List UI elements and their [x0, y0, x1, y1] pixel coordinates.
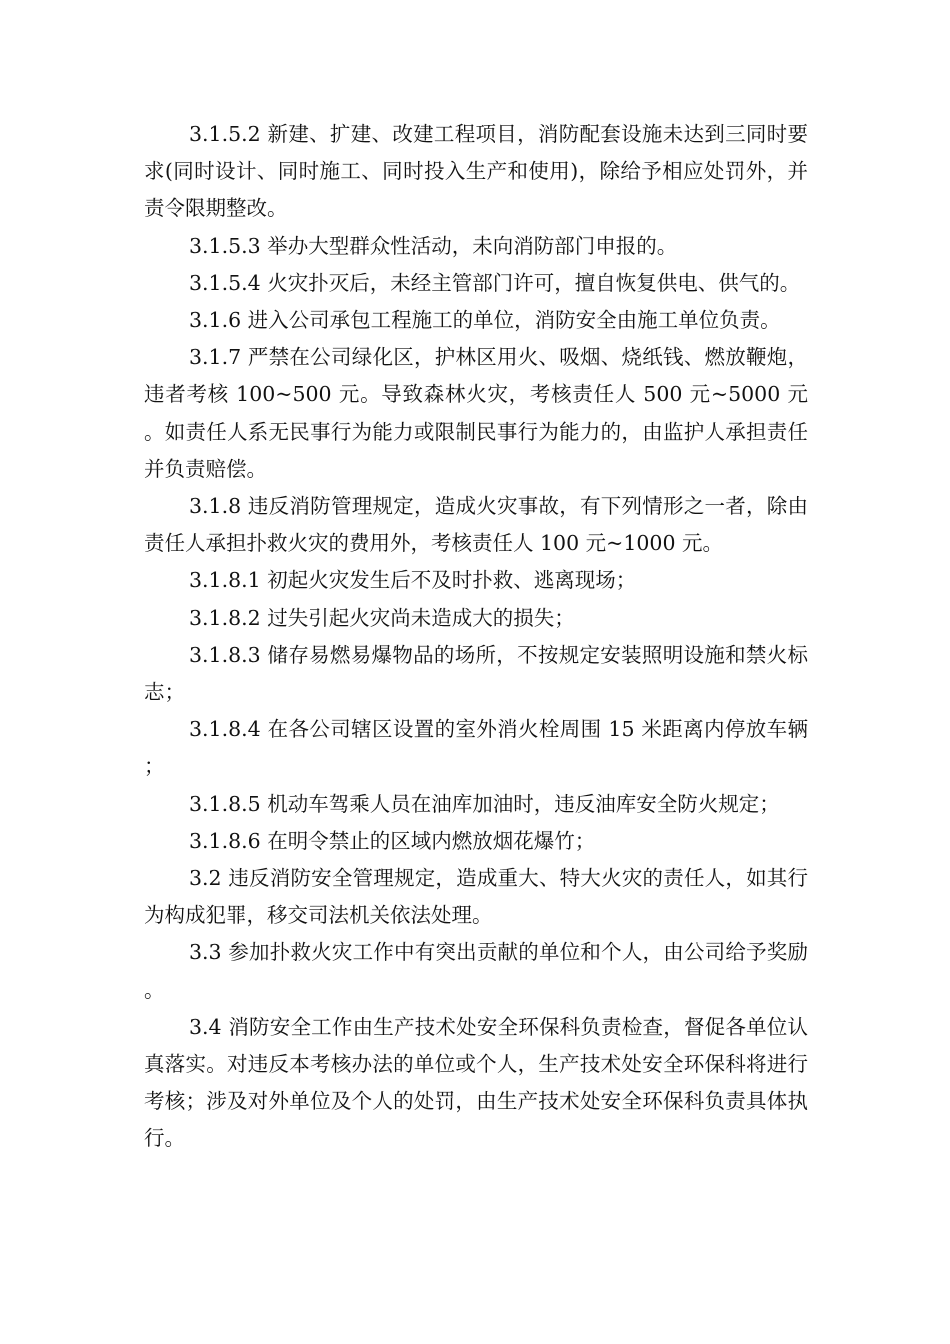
clause-3-1-5-2: 3.1.5.2 新建、扩建、改建工程项目，消防配套设施未达到三同时要求(同时设计、同时施工、同时投入生产和使用)，除给予相应处罚外，并责令限期整改。 [144, 122, 808, 221]
clause-3-1-5-3: 3.1.5.3 举办大型群众性活动，未向消防部门申报的。 [189, 233, 678, 258]
clause-3-1-8-2: 3.1.8.2 过失引起火灾尚未造成大的损失； [189, 605, 575, 630]
clause-3-1-8-5: 3.1.8.5 机动车驾乘人员在油库加油时，违反油库安全防火规定； [189, 791, 780, 816]
clause-3-1-7: 3.1.7 严禁在公司绿化区，护林区用火、吸烟、烧纸钱、燃放鞭炮，违者考核 100~500 元。导致森林火灾，考核责任人 500 元~5000 元。如责任人系无民事行为能力或限制民事行为能力的，由监护人承担责任并负责赔偿。 [144, 345, 808, 481]
clause-3-2: 3.2 违反消防安全管理规定，造成重大、特大火灾的责任人，如其行为构成犯罪，移交司法机关依法处理。 [144, 866, 808, 928]
clause-3-3: 3.3 参加扑救火灾工作中有突出贡献的单位和个人，由公司给予奖励。 [144, 940, 808, 1002]
clause-3-1-8: 3.1.8 违反消防管理规定，造成火灾事故，有下列情形之一者，除由责任人承担扑救火灾的费用外，考核责任人 100 元~1000 元。 [144, 494, 808, 556]
clause-3-1-8-6: 3.1.8.6 在明令禁止的区域内燃放烟花爆竹； [189, 828, 596, 853]
document-page [144, 116, 808, 1158]
clause-3-1-8-1: 3.1.8.1 初起火灾发生后不及时扑救、逃离现场； [189, 568, 637, 593]
clause-3-4: 3.4 消防安全工作由生产技术处安全环保科负责检查，督促各单位认真落实。对违反本考核办法的单位或个人，生产技术处安全环保科将进行考核；涉及对外单位及个人的处罚，由生产技术处安全环保科负责具体执行。 [144, 1014, 808, 1151]
clause-3-1-6: 3.1.6 进入公司承包工程施工的单位，消防安全由施工单位负责。 [189, 308, 781, 333]
clause-3-1-8-3: 3.1.8.3 储存易燃易爆物品的场所，不按规定安装照明设施和禁火标志； [144, 642, 808, 705]
clause-3-1-8-4: 3.1.8.4 在各公司辖区设置的室外消火栓周围 15 米距离内停放车辆； [144, 717, 808, 779]
clause-3-1-5-4: 3.1.5.4 火灾扑灭后，未经主管部门许可，擅自恢复供电、供气的。 [189, 270, 801, 295]
